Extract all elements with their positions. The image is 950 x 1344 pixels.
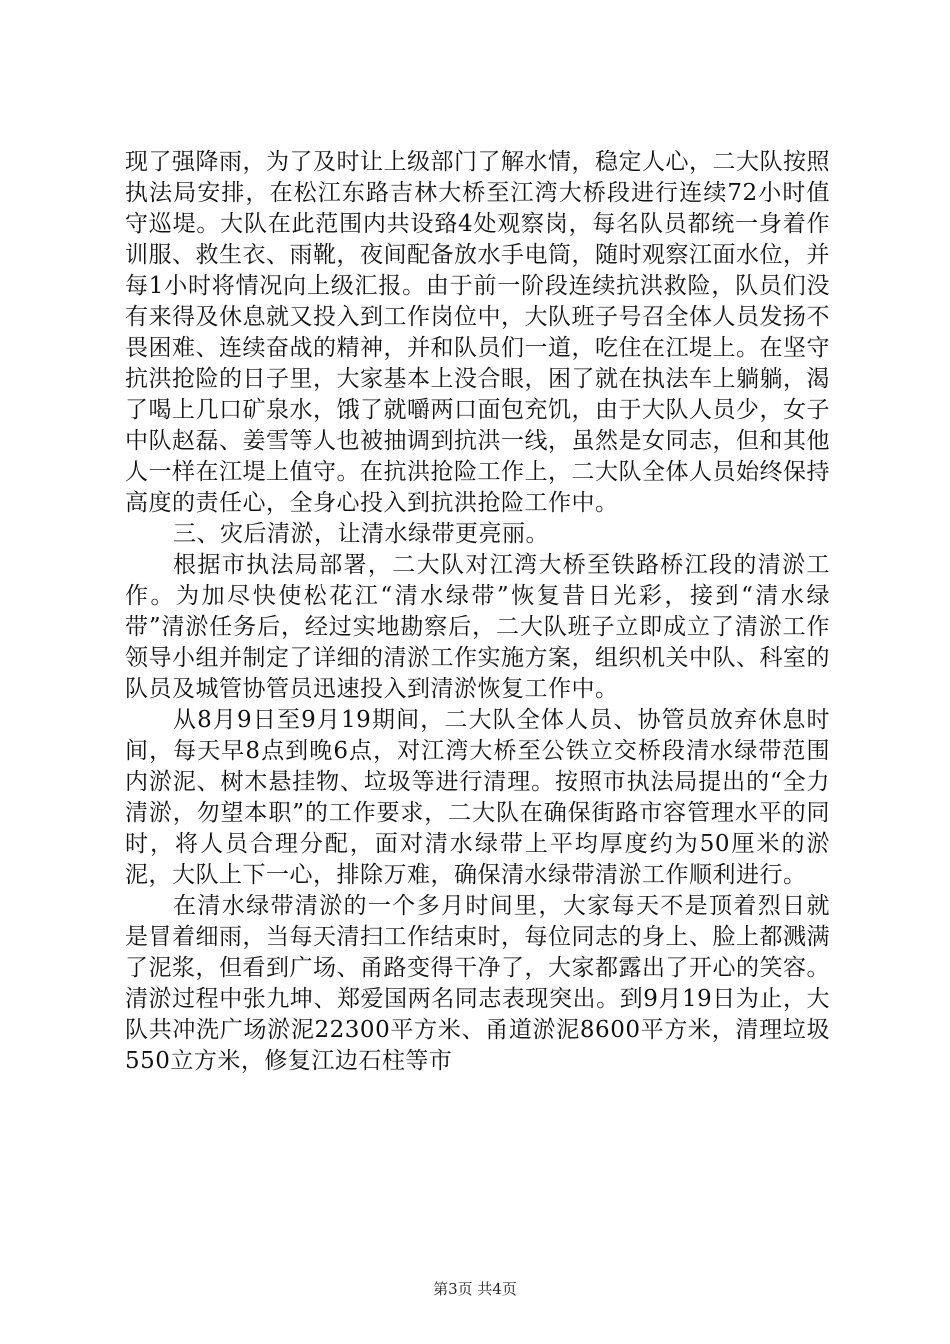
document-body bbox=[125, 147, 830, 1077]
section-heading-desilting: 三、灾后清淤，让清水绿带更亮丽。 bbox=[173, 521, 549, 547]
paragraph-desilting-work: 从8月9日至9月19期间，二大队全体人员、协管员放弃休息时间，每天早8点到晚6点，对江湾大桥至公铁立交桥段清水绿带范围内淤泥、树木悬挂物、垃圾等进行清理。按照市执法局提出的“全力清淤，勿望本职”的工作要求，二大队在确保街路市容管理水平的同时，将人员合理分配，面对清水绿带上平均厚度约为50厘米的淤泥，大队上下一心，排除万难，确保清水绿带清淤工作顺利进行。 bbox=[125, 707, 830, 888]
paragraph-desilting-plan: 根据市执法局部署，二大队对江湾大桥至铁路桥江段的清淤工作。为加尽快使松花江“清水绿带”恢复昔日光彩，接到“清水绿带”清淤任务后，经过实地勘察后，二大队班子立即成立了清淤工作领导小组并制定了详细的清淤工作实施方案，组织机关中队、科室的队员及城管协管员迅速投入到清淤恢复工作中。 bbox=[125, 552, 830, 702]
paragraph-desilting-results: 在清水绿带清淤的一个多月时间里，大家每天不是顶着烈日就是冒着细雨，当每天清扫工作结束时，每位同志的身上、脸上都溅满了泥浆，但看到广场、甬路变得干净了，大家都露出了开心的笑容。清淤过程中张九坤、郑爱国两名同志表现突出。到9月19日为止，大队共冲洗广场淤泥22300平方米、甬道淤泥8600平方米，清理垃圾550立方米，修复江边石柱等市 bbox=[125, 893, 830, 1074]
page-footer: 第3页 共4页 bbox=[433, 1280, 517, 1298]
paragraph-flood-duty: 现了强降雨，为了及时让上级部门了解水情，稳定人心，二大队按照执法局安排，在松江东路吉林大桥至江湾大桥段进行连续72小时值守巡堤。大队在此范围内共设臵4处观察岗，每名队员都统一身着作训服、救生衣、雨靴，夜间配备放水手电筒，随时观察江面水位，并每1小时将情况向上级汇报。由于前一阶段连续抗洪救险，队员们没有来得及休息就又投入到工作岗位中，大队班子号召全体人员发扬不畏困难、连续奋战的精神，并和队员们一道，吃住在江堤上。在坚守抗洪抢险的日子里，大家基本上没合眼，困了就在执法车上躺躺，渴了喝上几口矿泉水，饿了就嚼两口面包充饥，由于大队人员少，女子中队赵磊、姜雪等人也被抽调到抗洪一线，虽然是女同志，但和其他人一样在江堤上值守。在抗洪抢险工作上，二大队全体人员始终保持高度的责任心，全身心投入到抗洪抢险工作中。 bbox=[125, 149, 830, 516]
